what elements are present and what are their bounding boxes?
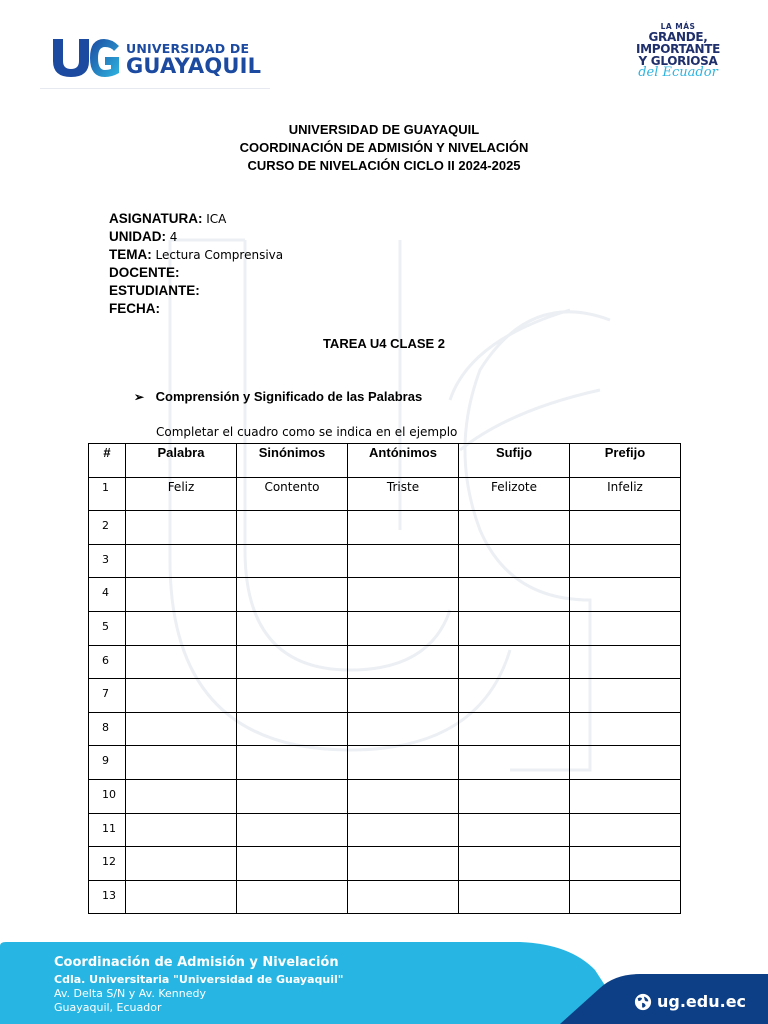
table-cell[interactable] (237, 611, 348, 645)
slogan-logo (628, 22, 728, 80)
table-cell[interactable] (126, 779, 237, 813)
table-cell[interactable] (570, 511, 681, 545)
table-cell[interactable] (237, 645, 348, 679)
table-cell[interactable] (237, 779, 348, 813)
table-cell[interactable] (459, 712, 570, 746)
table-cell[interactable] (126, 813, 237, 847)
row-number: 3 (89, 544, 126, 578)
instruction-text: Completar el cuadro como se indica en el ejemplo (156, 425, 458, 439)
table-cell[interactable] (570, 611, 681, 645)
table-cell[interactable] (459, 645, 570, 679)
table-row (89, 477, 681, 511)
table-cell[interactable] (570, 813, 681, 847)
footer-address (54, 955, 344, 1014)
table-cell[interactable] (348, 847, 459, 881)
globe-icon (634, 993, 652, 1011)
row-number: 1 (89, 477, 126, 511)
slogan-line1: LA MÁS (660, 22, 696, 31)
table-cell[interactable] (459, 813, 570, 847)
table-cell[interactable] (237, 578, 348, 612)
table-cell[interactable] (237, 813, 348, 847)
row-number: 9 (89, 746, 126, 780)
field-value: Lectura Comprensiva (155, 248, 284, 262)
row-number: 11 (89, 813, 126, 847)
slogan-line2: GRANDE, (648, 30, 708, 44)
table-cell[interactable] (348, 645, 459, 679)
table-cell[interactable] (126, 880, 237, 914)
table-cell[interactable] (126, 679, 237, 713)
table-cell[interactable] (348, 746, 459, 780)
table-cell[interactable] (237, 880, 348, 914)
vocabulary-table (88, 443, 681, 914)
website-link[interactable]: ug.edu.ec (657, 992, 747, 1011)
table-cell[interactable] (348, 712, 459, 746)
table-cell[interactable]: Contento (237, 477, 348, 511)
table-cell[interactable] (348, 779, 459, 813)
row-number: 7 (89, 679, 126, 713)
section-heading-text: Comprensión y Significado de las Palabras (155, 389, 423, 404)
footer-line4: Guayaquil, Ecuador (54, 1001, 162, 1014)
logo-line2: GUAYAQUIL (126, 54, 262, 78)
table-cell[interactable] (570, 847, 681, 881)
table-cell[interactable] (570, 712, 681, 746)
table-cell[interactable] (348, 611, 459, 645)
table-cell[interactable] (348, 813, 459, 847)
header-sinonimos: Sinónimos (237, 444, 348, 478)
table-row (89, 511, 681, 545)
field-asignatura (109, 211, 226, 226)
slogan-line4: Y GLORIOSA (638, 54, 718, 68)
table-cell[interactable] (237, 746, 348, 780)
table-row (89, 645, 681, 679)
table-cell[interactable] (459, 511, 570, 545)
field-label: ASIGNATURA: (109, 211, 203, 226)
table-cell[interactable] (459, 847, 570, 881)
field-unidad (109, 229, 177, 244)
table-cell[interactable] (237, 679, 348, 713)
university-logo (50, 36, 262, 82)
row-number: 2 (89, 511, 126, 545)
field-label: UNIDAD: (109, 229, 166, 244)
row-number: 4 (89, 578, 126, 612)
row-number: 10 (89, 779, 126, 813)
field-value: ICA (206, 212, 227, 226)
table-cell[interactable] (237, 544, 348, 578)
ug-monogram-icon (50, 36, 122, 78)
table-cell[interactable] (348, 880, 459, 914)
header-number: # (89, 444, 126, 478)
field-label: ESTUDIANTE: (109, 283, 200, 298)
table-cell[interactable] (459, 578, 570, 612)
field-label: FECHA: (109, 301, 160, 316)
field-tema (109, 247, 283, 262)
header-sufijo: Sufijo (459, 444, 570, 478)
table-cell[interactable] (570, 645, 681, 679)
slogan-line5: del Ecuador (638, 65, 718, 80)
arrow-bullet-icon: ➢ (134, 390, 145, 404)
table-cell[interactable] (126, 746, 237, 780)
title-course: CURSO DE NIVELACIÓN CICLO II 2024-2025 (247, 158, 521, 173)
table-row (89, 813, 681, 847)
table-cell[interactable] (570, 679, 681, 713)
field-label: TEMA: (109, 247, 152, 262)
table-row (89, 712, 681, 746)
table-row (89, 679, 681, 713)
table-cell[interactable] (237, 712, 348, 746)
table-cell[interactable] (570, 779, 681, 813)
table-cell[interactable]: Infeliz (570, 477, 681, 511)
field-docente (109, 265, 180, 280)
field-estudiante (109, 283, 200, 298)
row-number: 5 (89, 611, 126, 645)
table-cell[interactable] (570, 880, 681, 914)
table-cell[interactable] (348, 679, 459, 713)
header-antonimos: Antónimos (348, 444, 459, 478)
title-university: UNIVERSIDAD DE GUAYAQUIL (288, 122, 480, 137)
table-row (89, 779, 681, 813)
table-row (89, 746, 681, 780)
table-cell[interactable] (348, 511, 459, 545)
table-cell[interactable] (237, 511, 348, 545)
logo-line1: UNIVERSIDAD DE (126, 41, 250, 56)
table-row (89, 578, 681, 612)
table-cell[interactable]: Feliz (126, 477, 237, 511)
section-heading (134, 389, 422, 404)
table-cell[interactable] (348, 578, 459, 612)
table-cell[interactable]: Triste (348, 477, 459, 511)
table-cell[interactable] (459, 880, 570, 914)
table-cell[interactable] (459, 779, 570, 813)
table-cell[interactable] (126, 645, 237, 679)
slogan-line3: IMPORTANTE (635, 42, 721, 56)
table-row (89, 544, 681, 578)
header-prefijo: Prefijo (570, 444, 681, 478)
field-value: 4 (169, 230, 178, 244)
table-row (89, 847, 681, 881)
table-cell[interactable] (126, 511, 237, 545)
table-cell[interactable] (237, 847, 348, 881)
table-row (89, 880, 681, 914)
table-cell[interactable] (570, 746, 681, 780)
footer-website[interactable] (634, 992, 746, 1011)
table-cell[interactable] (126, 611, 237, 645)
table-cell[interactable] (570, 544, 681, 578)
table-cell[interactable] (459, 746, 570, 780)
table-cell[interactable] (459, 611, 570, 645)
row-number: 8 (89, 712, 126, 746)
table-cell[interactable] (126, 712, 237, 746)
row-number: 13 (89, 880, 126, 914)
table-cell[interactable] (126, 544, 237, 578)
header-palabra: Palabra (126, 444, 237, 478)
table-cell[interactable] (459, 679, 570, 713)
table-cell[interactable] (126, 847, 237, 881)
table-header-row (89, 444, 681, 478)
table-cell[interactable] (126, 578, 237, 612)
table-cell[interactable]: Felizote (459, 477, 570, 511)
header-divider (40, 88, 270, 89)
footer-line1: Coordinación de Admisión y Nivelación (54, 955, 339, 970)
footer-line2: Cdla. Universitaria "Universidad de Guayaquil" (54, 973, 344, 986)
table-cell[interactable] (570, 578, 681, 612)
footer-line3: Av. Delta S/N y Av. Kennedy (54, 987, 206, 1000)
field-fecha (109, 301, 160, 316)
row-number: 6 (89, 645, 126, 679)
task-title: TAREA U4 CLASE 2 (322, 336, 446, 351)
table-row (89, 611, 681, 645)
table-cell[interactable] (459, 544, 570, 578)
row-number: 12 (89, 847, 126, 881)
title-coordination: COORDINACIÓN DE ADMISIÓN Y NIVELACIÓN (239, 140, 529, 155)
table-cell[interactable] (348, 544, 459, 578)
field-label: DOCENTE: (109, 265, 180, 280)
